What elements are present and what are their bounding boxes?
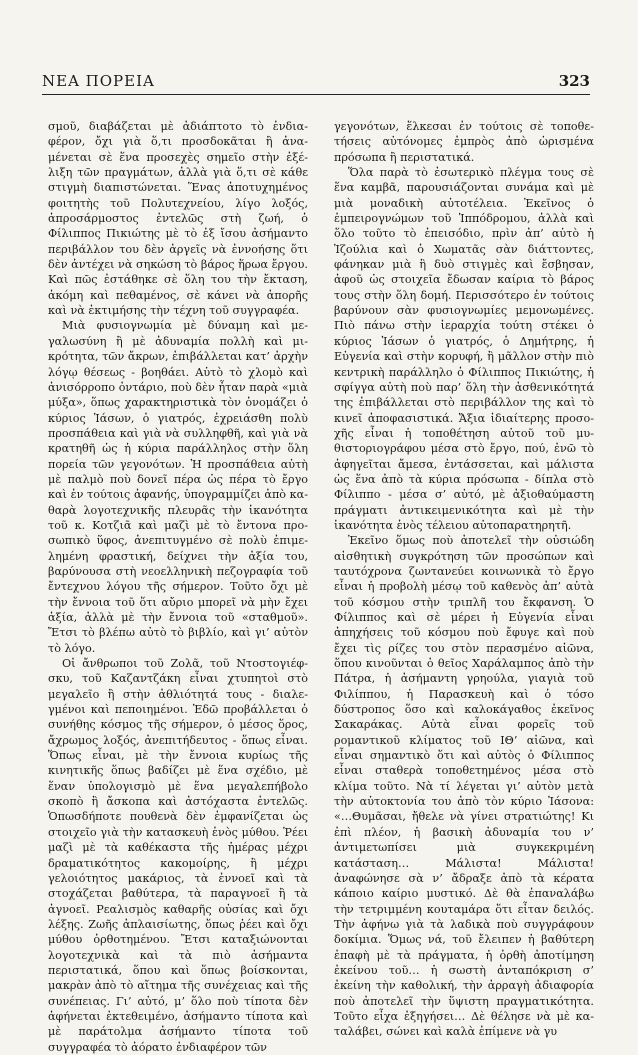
paragraph: σμοῦ, διαβάζεται μὲ ἀδιάπτοτο τὸ ἐνδιαφέρον, ὄχι γιὰ ὅ,τι προσδοκᾶται ἢ ἀναμένεται σὲ ἕνα προσεχὲς σημεῖο στὴν ἐξέλιξη τῶν πραγμάτων, ἀλλὰ γιὰ ὅ,τι σὲ κάθε στιγμὴ διαπιστώνεται. Ἕνας ἀποτυχημένος φοιτητὴς τοῦ Πολυτεχνείου, λίγο λοξός, ἀπροσάρμοστος ἐντελῶς στὴ ζωή, ὁ Φίλιππος Πικιώτης μὲ τὸ ἐξ ἴσου ἀσήμαντο περιβάλλον του δὲν ἀργεῖς νὰ ἐννοήσης ὅτι δὲν ἀντέχει νὰ σηκώση τὸ βάρος ἥρωα ἔργου. Καὶ πῶς ἐστάθηκε σὲ ὅλη του τὴν ἔκταση, ἀκόμη καὶ πεθαμένος, σὲ κάνει νὰ ἀπορῆς καὶ νὰ ἐκτιμήσης τὴν τέχνη τοῦ συγγραφέα.: [48, 120, 308, 318]
running-header: [42, 68, 590, 95]
paragraph: Μιὰ φυσιογνωμία μὲ δύναμη καὶ μεγαλωσύνη ἢ μὲ ἀδυναμία πολλὴ καὶ μικρότητα, τῶν ἄκρων, ἐπιβάλλεται κατ’ ἀρχὴν λόγῳ θέσεως - βοηθάει. Αὐτὸ τὸ χλομὸ καὶ ἀνισόρροπο ὀντάριο, ποὺ δὲν ἦταν παρὰ «μιὰ μύξα», ὅπως χαρακτηριστικὰ τὸν ὀνομάζει ὁ κύριος Ἰάσων, ὁ γιατρός, ἐχρειάσθη πολὺ προσπάθεια καὶ γιὰ νὰ συλληφθῆ, καὶ γιὰ νὰ κρατηθῆ ὡς ἡ κύρια παράλληλος στὴν ὅλη πορεία τῶν γεγονότων. Ἡ προσπάθεια αὐτὴ μὲ παλμὸ ποὺ δονεῖ πέρα ὡς πέρα τὸ ἔργο καὶ ἐν τούτοις ἀφανής, ὑπογραμμίζει ἀπὸ καθαρὰ λογοτεχνικῆς πλευρᾶς τὴν ἱκανότητα τοῦ κ. Κοτζιᾶ καὶ μαζὶ μὲ τὸ ἔντονα προσωπικὸ ὕφος, ἀνεπιτυγμένο σὲ πολὺ ἐπιμελημένη φραστική, δείχνει τὴν ἀξία του, βαρύνουσα στὴ νεοελληνικὴ πεζογραφία τοῦ ἔντεχνου λόγου τῆς σήμερον. Τοῦτο ὄχι μὲ τὴν ἔννοια τοῦ ὅτι αὔριο μπορεῖ νὰ μὴν ἔχει ἀξία, ἀλλὰ μὲ τὴν ἔννοια τοῦ «σταθμοῦ». Ἔτσι τὸ βλέπω αὐτὸ τὸ βιβλίο, καὶ γι’ αὐτὸν τὸ λόγο.: [48, 319, 308, 655]
paragraph: γεγονότων, ἕλκεσαι ἐν τούτοις σὲ τοποθετήσεις αὐτόνομες ἐμπρὸς ἀπὸ ὡρισμένα πρόσωπα ἢ περιστατικά.: [334, 120, 594, 164]
paragraph: Ὅλα παρὰ τὸ ἐσωτερικὸ πλέγμα τους σὲ ἕνα καμβᾶ, παρουσιάζονται συνάμα καὶ μὲ μιὰ μοναδικὴ αὐτοτέλεια. Ἐκεῖνος ὁ ἐμπειρογνώμων τοῦ Ἱππόδρομου, ἀλλὰ καὶ ὅλο τοῦτο τὸ ἐπεισόδιο, πρὶν ἀπ’ αὐτὸ ἡ Ἰζούλια καὶ ὁ Χωματᾶς σὰν διάττοντες, φάνηκαν μιὰ ἢ δυὸ στιγμὲς καὶ ἔσβησαν, ἀφοῦ ὡς στοιχεῖα ἔδωσαν καίρια τὸ βάρος τους στὴν ὅλη δομή. Περισσότερο ἐν τούτοις βαρύνουν σὰν φυσιογνωμίες μεμονωμένες. Πιὸ πάνω στὴν ἱεραρχία τούτη στέκει ὁ κύριος Ἰάσων ὁ γιατρός, ὁ Δημήτρης, ἡ Εὐγενία καὶ στὴν κορυφή, ἢ μᾶλλον στὴν πιὸ κεντρικὴ παράλληλο ὁ Φίλιππος Πικιώτης, ἡ σφίγγα αὐτὴ ποὺ παρ’ ὅλη τὴν ἀσθενικότητά της ἐπιβάλλεται στὸ περιβάλλον της καὶ τὸ κινεῖ ἀποφασιστικά. Ἄξια ἰδιαίτερης προσοχῆς εἶναι ἡ τοποθέτηση αὐτοῦ τοῦ μυθιστοριογράφου μέσα στὸ ἔργο, πού, ἐνῶ τὸ ἀφηγεῖται ἄμεσα, ἐντάσσεται, καὶ μάλιστα ὡς ἕνα ἀπὸ τὰ κύρια πρόσωπα - δίπλα στὸ Φίλιππο - μέσα σ’ αὐτό, μὲ ἀξιοθαύμαστη πράγματι ἀντικειμενικότητα καὶ μὲ τὴν ἱκανότητα ἑνὸς τέλειου αὐτοπαρατηρητῆ.: [334, 166, 594, 532]
paragraph: Ἐκεῖνο ὅμως ποὺ ἀποτελεῖ τὴν οὐσιώδη αἰσθητικὴ συγκρότηση τῶν προσώπων καὶ ταυτόχρονα ζωντανεύει κοινωνικὰ τὸ ἔργο εἶναι ἡ προβολὴ μέσῳ τοῦ καθενὸς ἀπ’ αὐτὰ τοῦ κόσμου στὴν τριπλῆ του ἔκφανση. Ὁ Φίλιππος καὶ σὲ μέρει ἡ Εὐγενία εἶναι ἀπηχήσεις τοῦ κόσμου ποὺ ἔφυγε καὶ ποὺ ἔχει τὶς ρίζες του στὸν περασμένο αἰῶνα, ὅπου κινοῦνται ὁ θεῖος Χαράλαμπος ἀπὸ τὴν Πάτρα, ἡ ἀσήμαντη γρηούλα, γιαγιὰ τοῦ Φιλίππου, ἡ Παρασκευὴ καὶ ὁ τόσο δύστροπος ὅσο καὶ καλοκάγαθος ἐκεῖνος Σακαράκας. Αὐτὰ εἶναι φορεῖς τοῦ ρομαντικοῦ κλίματος τοῦ ΙΘ’ αἰῶνα, καὶ εἶναι σημαντικὸ ὅτι καὶ αὐτὸς ὁ Φίλιππος εἶναι σταθερὰ τοποθετημένος μέσα στὸ κλίμα τοῦτο. Νὰ τί λέγεται γι’ αὐτὸν μετὰ τὴν αὐτοκτονία του ἀπὸ τὸν κύριο Ἰάσονα: «…Θυμᾶσαι, ἤθελε νὰ γίνει στρατιώτης! Κι ἐπὶ πλέον, ἡ βασικὴ ἀδυναμία του ν’ ἀντιμετωπίσει μιὰ συγκεκριμένη κατάσταση… Μάλιστα! Μάλιστα! ἀναφώνησε σὰ ν’ ἄδραξε ἀπὸ τὰ κέρατα κάποιο καίριο μυστικό. Δὲ θὰ ἐπαναλάβω τὴν τετριμμένη κουταμάρα ὅτι εἶταν δειλός. Τὴν ἀφήνω γιὰ τὰ λαδικὰ ποὺ συγγράφουν δοκίμια. Ὅμως νά, τοῦ ἔλειπεν ἡ βαθύτερη ἐπαφὴ μὲ τὰ πράγματα, ἡ ὀρθὴ ἀποτίμηση ἐκείνου τοῦ… ἡ σωστὴ ἀνταπόκριση σ’ ἐκείνη τὴν καθολική, τὴν ἀρραγὴ ἀδιαφορία ποὺ ἀποτελεῖ τὴν ὕψιστη πραγματικότητα. Τοῦτο εἶχα ἐξηγήσει… Δὲ θέλησε νὰ μὲ καταλάβει, σώνει καὶ καλὰ ἐπίμενε νὰ γυ: [334, 534, 594, 1039]
journal-title: ΝΕΑ ΠΟΡΕΙΑ: [42, 72, 155, 90]
paragraph: Οἱ ἄνθρωποι τοῦ Ζολᾶ, τοῦ Ντοστογιέφσκυ, τοῦ Καζαντζάκη εἶναι χτυπητοὶ στὸ μεγαλεῖο ἢ στὴν ἀθλιότητά τους - διαλεγμένοι καὶ πεποιημένοι. Ἐδῶ προβάλλεται ὁ συνήθης κόσμος τῆς σήμερον, ὁ μέσος ὅρος, ἄχρωμος λοξός, ἀνεπιτήδευτος - ὅπως εἶναι. Ὅπως εἶναι, μὲ τὴν ἔννοια κυρίως τῆς κινητικῆς ὅπως βαδίζει μὲ ἕνα σχέδιο, μὲ ἕναν ὑπολογισμὸ μὲ ἕνα μεγαλεπήβολο σκοπὸ ἢ ἄσκοπα καὶ ἀστόχαστα ἐντελῶς. Ὁπωσδήποτε πουθενὰ δὲν ἐμφανίζεται ὡς στοιχεῖο γιὰ τὴν κατασκευὴ ἑνὸς μύθου. Ῥέει μαζὶ μὲ τὰ καθέκαστα τῆς ἡμέρας μέχρι δραματικότητος κακομοίρης, ἢ μέχρι γελοιότητος μακάριος, τὰ ἐννοεῖ καὶ τὰ στοχάζεται βαθύτερα, τὰ παραγνοεῖ ἢ τὰ ἀγνοεῖ. Ρεαλισμὸς καθαρῆς οὐσίας καὶ ὄχι λέξης. Ζωῆς ἁπλαισίωτης, ὅπως ῥέει καὶ ὄχι μύθου ὀρθοτημένου. Ἔτσι καταξιώνονται λογοτεχνικὰ καὶ τὰ πιὸ ἀσήμαντα περιστατικά, ὅπου καὶ ὅπως βοίσκονται, μακρὰν ἀπὸ τὸ αἴτημα τῆς συνέχειας καὶ τῆς συνέπειας. Γι’ αὐτό, μ’ ὅλο ποὺ τίποτα δὲν ἀφήνεται ἐκτεθειμένο, ἀσήμαντο τίποτα καὶ μὲ παράτολμα ἀσήμαντο τίποτα τοῦ συγγραφέα τὸ ἀόρατο ἐνδιαφέρον τῶν: [48, 657, 308, 1054]
right-column: [334, 119, 594, 1040]
left-column: [48, 119, 308, 1055]
page-number: 323: [558, 72, 590, 90]
